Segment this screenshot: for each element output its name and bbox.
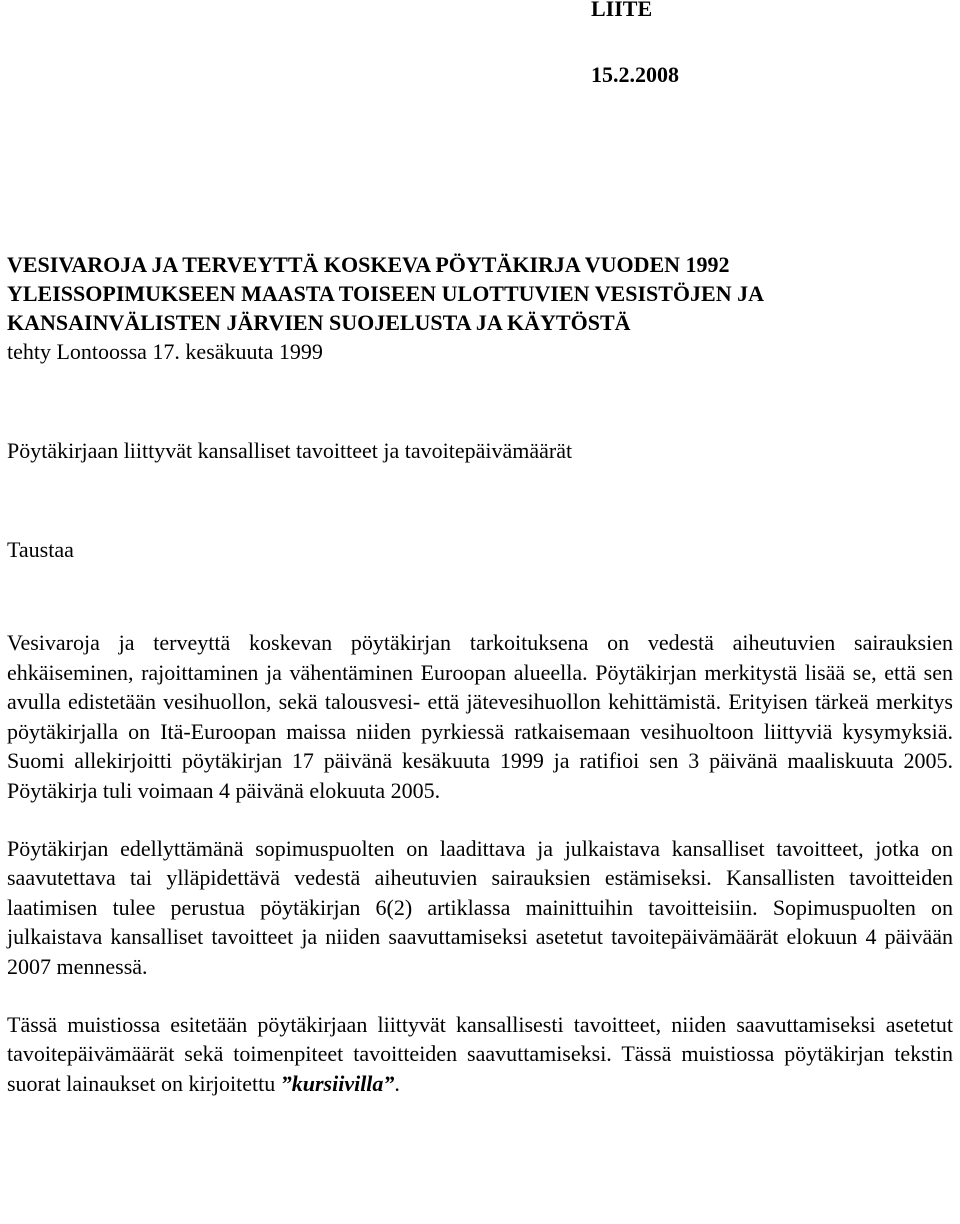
italic-emphasis: ”kursiivilla”	[280, 1070, 395, 1096]
title-line-3: KANSAINVÄLISTEN JÄRVIEN SUOJELUSTA JA KÄYTÖSTÄ	[7, 310, 631, 335]
title-line-1: VESIVAROJA JA TERVEYTTÄ KOSKEVA PÖYTÄKIRJA VUODEN 1992	[7, 252, 730, 277]
attachment-label: LIITE	[591, 0, 653, 21]
paragraph-3-text: Tässä muistiossa esitetään pöytäkirjaan liittyvät kansallisesti tavoitteet, niiden saavuttamiseksi asetetut tavoitepäivämäärät sekä toimenpiteet tavoitteiden saavuttamiseksi. Tässä muistiossa pöytäkirjan tekstin suorat lainaukset on kirjoitettu	[7, 1011, 953, 1096]
section-heading: Pöytäkirjaan liittyvät kansalliset tavoitteet ja tavoitepäivämäärät	[7, 438, 573, 463]
paragraph-3	[7, 1010, 953, 1099]
title-line-2: YLEISSOPIMUKSEEN MAASTA TOISEEN ULOTTUVIEN VESISTÖJEN JA	[7, 281, 764, 306]
paragraph-2: Pöytäkirjan edellyttämänä sopimuspuolten on laadittava ja julkaistava kansalliset tavoitteet, jotka on saavutettava tai ylläpidettävä vedestä aiheutuvien sairauksien estämiseksi. Kansallisten tavoitteiden laatimisen tulee perustua pöytäkirjan 6(2) artiklassa mainittuihin tavoitteisiin. Sopimuspuolten on julkaistava kansalliset tavoitteet ja niiden saavuttamiseksi asetetut tavoitepäivämäärät elokuun 4 päivään 2007 mennessä.	[7, 835, 953, 979]
document-title-block	[7, 250, 953, 366]
document-date: 15.2.2008	[591, 62, 679, 87]
background-heading: Taustaa	[7, 537, 74, 562]
paragraph-3-end: .	[394, 1070, 400, 1096]
paragraph-1: Vesivaroja ja terveyttä koskevan pöytäkirjan tarkoituksena on vedestä aiheutuvien sairauksien ehkäiseminen, rajoittaminen ja vähentäminen Euroopan alueella. Pöytäkirjan merkitystä lisää se, että sen avulla edistetään vesihuollon, sekä talousvesi- että jätevesihuollon kehittämistä. Erityisen tärkeä merkitys pöytäkirjalla on Itä-Euroopan maissa niiden pyrkiessä ratkaisemaan vesihuoltoon liittyviä kysymyksiä. Suomi allekirjoitti pöytäkirjan 17 päivänä kesäkuuta 1999 ja ratifioi sen 3 päivänä maaliskuuta 2005. Pöytäkirja tuli voimaan 4 päivänä elokuuta 2005.	[7, 630, 953, 803]
body-text	[7, 628, 953, 1098]
title-subtitle: tehty Lontoossa 17. kesäkuuta 1999	[7, 339, 323, 364]
